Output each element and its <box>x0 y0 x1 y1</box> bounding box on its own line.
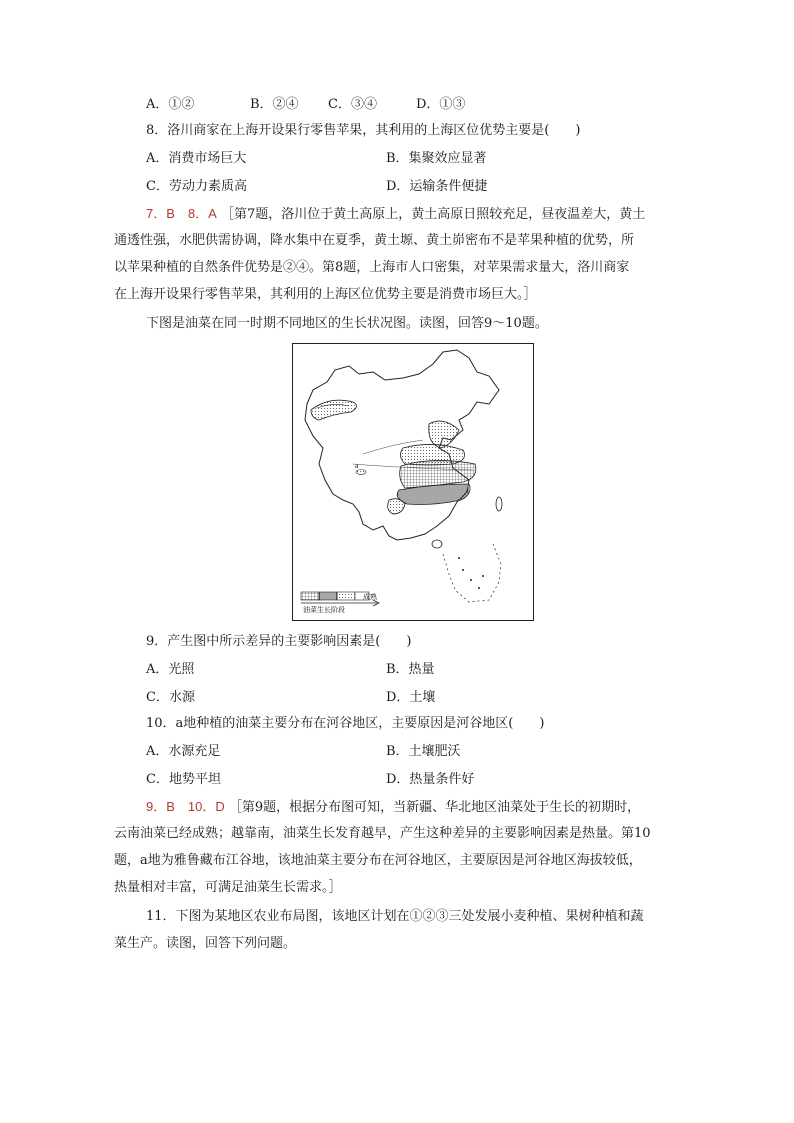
q9-option-b: B．热量 <box>386 662 435 677</box>
q9-option-c: C．水源 <box>146 690 195 705</box>
q8-stem: 8．洛川商家在上海开设果行零售苹果，其利用的上海区位优势主要是( ) <box>146 123 581 138</box>
q8-option-b: B．集聚效应显著 <box>386 151 487 166</box>
q9-option-a: A．光照 <box>146 662 195 677</box>
answer-9-10-line-1 <box>146 797 640 818</box>
q7-option-c: C．③④ <box>328 97 377 112</box>
yunnan-region <box>388 499 405 514</box>
q9-stem: 9．产生图中所示差异的主要影响因素是( ) <box>146 634 412 649</box>
intro-9-10: 下图是油菜在同一时期不同地区的生长状况图。读图，回答9～10题。 <box>146 316 548 331</box>
q7-option-d: D．①③ <box>416 97 466 112</box>
q10-option-d: D．热量条件好 <box>386 772 475 787</box>
china-outline <box>305 350 499 540</box>
answer-key-7-8: 7．B 8．A <box>146 206 217 221</box>
q10-stem: 10．a地种植的油菜主要分布在河谷地区，主要原因是河谷地区( ) <box>146 716 545 731</box>
answer-7-8-text-1: ［第7题，洛川位于黄土高原上，黄土高原日照较充足，昼夜温差大，黄土 <box>220 207 646 222</box>
answer-7-8-line-4: 在上海开设果行零售苹果，其利用的上海区位优势主要是消费市场巨大。］ <box>114 287 537 302</box>
taiwan-island <box>496 497 502 511</box>
point-a-label: a <box>355 461 359 470</box>
q8-option-d: D．运输条件便捷 <box>386 179 488 194</box>
answer-9-10-text-1: ［第9题，根据分布图可知，当新疆、华北地区油菜处于生长的初期时， <box>228 800 641 815</box>
point-a-marker <box>356 470 366 475</box>
q11-line-2: 菜生产。读图，回答下列问题。 <box>114 936 297 951</box>
q8-option-c: C．劳动力素质高 <box>146 179 247 194</box>
hainan-island <box>432 540 442 548</box>
answer-9-10-line-3: 题，a地为雅鲁藏布江谷地，该地油菜主要分布在河谷地区，主要原因是河谷地区海拔较低， <box>114 853 642 868</box>
answer-key-9-10: 9．B 10．D <box>146 799 225 814</box>
q7-option-b: B．②④ <box>250 97 299 112</box>
answer-7-8-line-1 <box>146 204 645 225</box>
answer-7-8-line-2: 通透性强，水肥供需协调，降水集中在夏季，黄土塬、黄土峁密布不是苹果种植的优势，所 <box>114 233 635 248</box>
answer-9-10-line-4: 热量相对丰富，可满足油菜生长需求。］ <box>114 880 342 895</box>
q11-line-1: 11．下图为某地区农业布局图，该地区计划在①②③三处发展小麦种植、果树种植和蔬 <box>146 909 644 924</box>
q10-option-c: C．地势平坦 <box>146 772 221 787</box>
q7-option-a: A．①② <box>146 97 195 112</box>
q8-option-a: A．消费市场巨大 <box>146 151 247 166</box>
south-china-sea-boundary <box>443 544 501 602</box>
xinjiang-region <box>311 400 357 420</box>
answer-9-10-line-2: 云南油菜已经成熟；越靠南，油菜生长发育越早，产生这种差异的主要影响因素是热量。第10 <box>114 826 651 841</box>
q10-option-a: A．水源充足 <box>146 744 221 759</box>
legend-caption: 油菜生长阶段 <box>303 607 345 614</box>
rapeseed-growth-map <box>292 343 534 621</box>
q9-option-d: D．土壤 <box>386 690 436 705</box>
north-china-region <box>429 421 459 448</box>
legend <box>301 592 379 614</box>
q10-option-b: B．土壤肥沃 <box>386 744 461 759</box>
legend-mature-label: 成熟 <box>363 594 377 601</box>
china-map-svg <box>293 344 533 620</box>
answer-7-8-line-3: 以苹果种植的自然条件优势是②④。第8题，上海市人口密集，对苹果需求量大，洛川商家 <box>114 260 630 275</box>
